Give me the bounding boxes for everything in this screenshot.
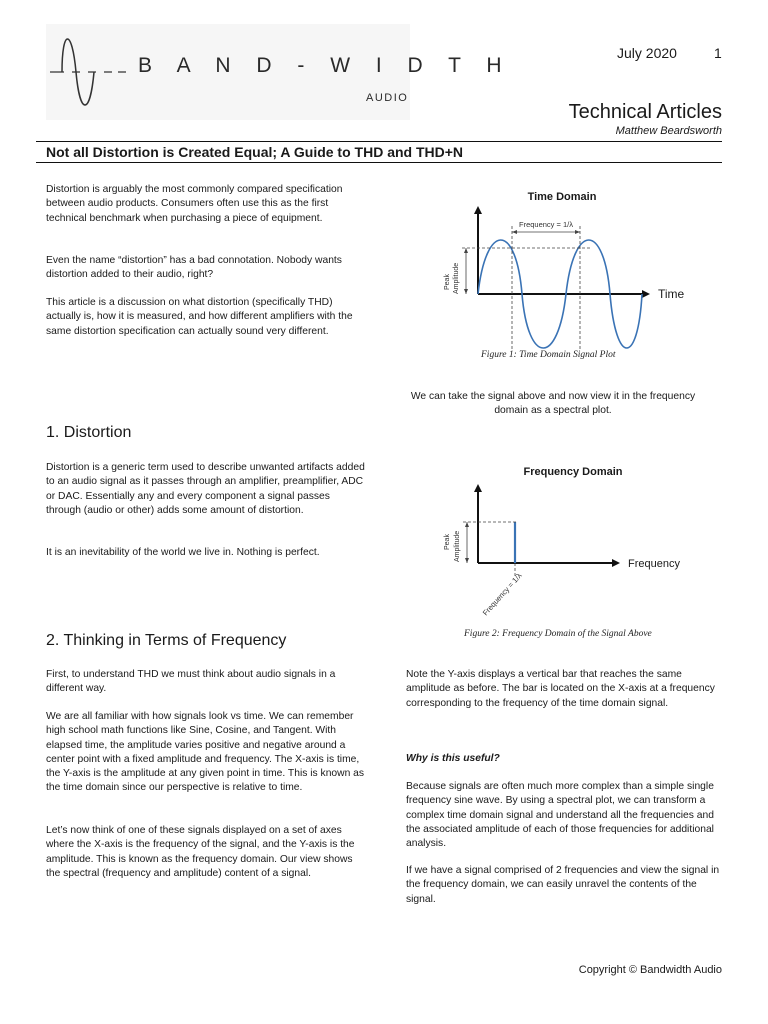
frequency-domain-figure	[430, 458, 730, 628]
figure-1-frequency-label: Frequency = 1/λ	[519, 220, 573, 229]
right-paragraph-3: If we have a signal comprised of 2 frequencies and view the signal in the frequency domain, we can easily unravel the contents of the signal.	[406, 865, 720, 905]
figure-2-x-label: Frequency	[628, 558, 680, 570]
figure-1-caption: Figure 1: Time Domain Signal Plot	[481, 350, 616, 360]
intro-paragraph-1: Distortion is arguably the most commonly compared specification between audio products. Consumers often use this as the first technical benchmark when purchasing a piece of equipment.	[46, 184, 343, 224]
issue-date: July 2020	[617, 45, 677, 61]
section-1-paragraph-2: It is an inevitability of the world we live in. Nothing is perfect.	[46, 547, 320, 558]
figure-1-x-label: Time	[658, 287, 685, 301]
figure-2-y-arrow	[474, 484, 482, 492]
intro-paragraph-2: Even the name “distortion” has a bad connotation. Nobody wants distortion added to their audio, right?	[46, 255, 342, 281]
page-number: 1	[714, 45, 722, 61]
figure-1-y-arrow	[474, 206, 482, 214]
figure-1-y-label-2: Amplitude	[453, 262, 460, 294]
author-name: Matthew Beardsworth	[615, 125, 722, 137]
brand-subtitle: AUDIO	[366, 92, 409, 104]
article-headline: Not all Distortion is Created Equal; A Guide to THD and THD+N	[46, 144, 464, 160]
figure-1-y-label-1: Peak	[444, 274, 451, 290]
brand-name: B A N D - W I D T H	[138, 54, 512, 77]
brand-logo	[46, 24, 512, 120]
bridge-paragraph: We can take the signal above and now view it in the frequency domain as a spectral plot.	[410, 391, 696, 417]
figure-2-title: Frequency Domain	[523, 466, 623, 478]
article-headline-bar	[36, 141, 722, 163]
time-domain-figure	[430, 182, 730, 352]
figure-2-y-label-1: Peak	[444, 534, 451, 550]
why-useful-heading: Why is this useful?	[406, 753, 500, 764]
figure-2-x-arrow	[612, 559, 620, 567]
section-title: Technical Articles	[568, 101, 722, 123]
figure-1-title: Time Domain	[527, 191, 597, 203]
intro-paragraph-3: This article is a discussion on what distortion (specifically THD) actually is, how it is measured, and how different amplifiers with the same distortion specification can actually sound very different.	[46, 297, 353, 337]
figure-1-x-arrow	[642, 290, 650, 298]
figure-2-caption: Figure 2: Frequency Domain of the Signal Above	[464, 629, 652, 639]
section-1-heading: 1. Distortion	[46, 424, 132, 441]
copyright-footer: Copyright © Bandwidth Audio	[578, 964, 722, 976]
section-2-paragraph-3: Let’s now think of one of these signals displayed on a set of axes where the X-axis is the frequency of the signal, and the Y-axis is the amplitude. This is known as the frequency domain. Our view shows the spectral (frequency and amplitude) content of a signal.	[46, 825, 355, 879]
figure-2-y-label-2: Amplitude	[454, 530, 461, 562]
section-2-paragraph-2: We are all familiar with how signals look vs time. We can remember high school math functions like Sine, Cosine, and Tangent. With elapsed time, the amplitude varies positive and negative around a center point with a fixed amplitude and frequency. The X-axis is time, the Y-axis is the amplitude at any given point in time. This is known as the time domain since our perspective is relative to time.	[46, 711, 365, 794]
section-1-paragraph-1: Distortion is a generic term used to describe unwanted artifacts added to an audio signal as it passes through an amplifier, preamplifier, ADC or DAC. Essentially any and every component a signal passes through (audio or other) adds some amount of distortion.	[46, 462, 365, 516]
section-2-paragraph-1: First, to understand THD we must think about audio signals in a different way.	[46, 669, 336, 695]
figure-2-frequency-label: Frequency = 1/λ	[480, 571, 524, 618]
section-2-heading: 2. Thinking in Terms of Frequency	[46, 632, 287, 649]
right-paragraph-2: Because signals are often much more complex than a simple single frequency sine wave. By using a spectral plot, we can transform a complex time domain signal and understand all the frequencies and the associated amplitude of each of those frequencies for additional analysis.	[406, 781, 714, 850]
right-paragraph-1: Note the Y-axis displays a vertical bar that reaches the same amplitude as before. The bar is located on the X-axis at a frequency corresponding to the frequency of the time domain signal.	[406, 669, 715, 709]
